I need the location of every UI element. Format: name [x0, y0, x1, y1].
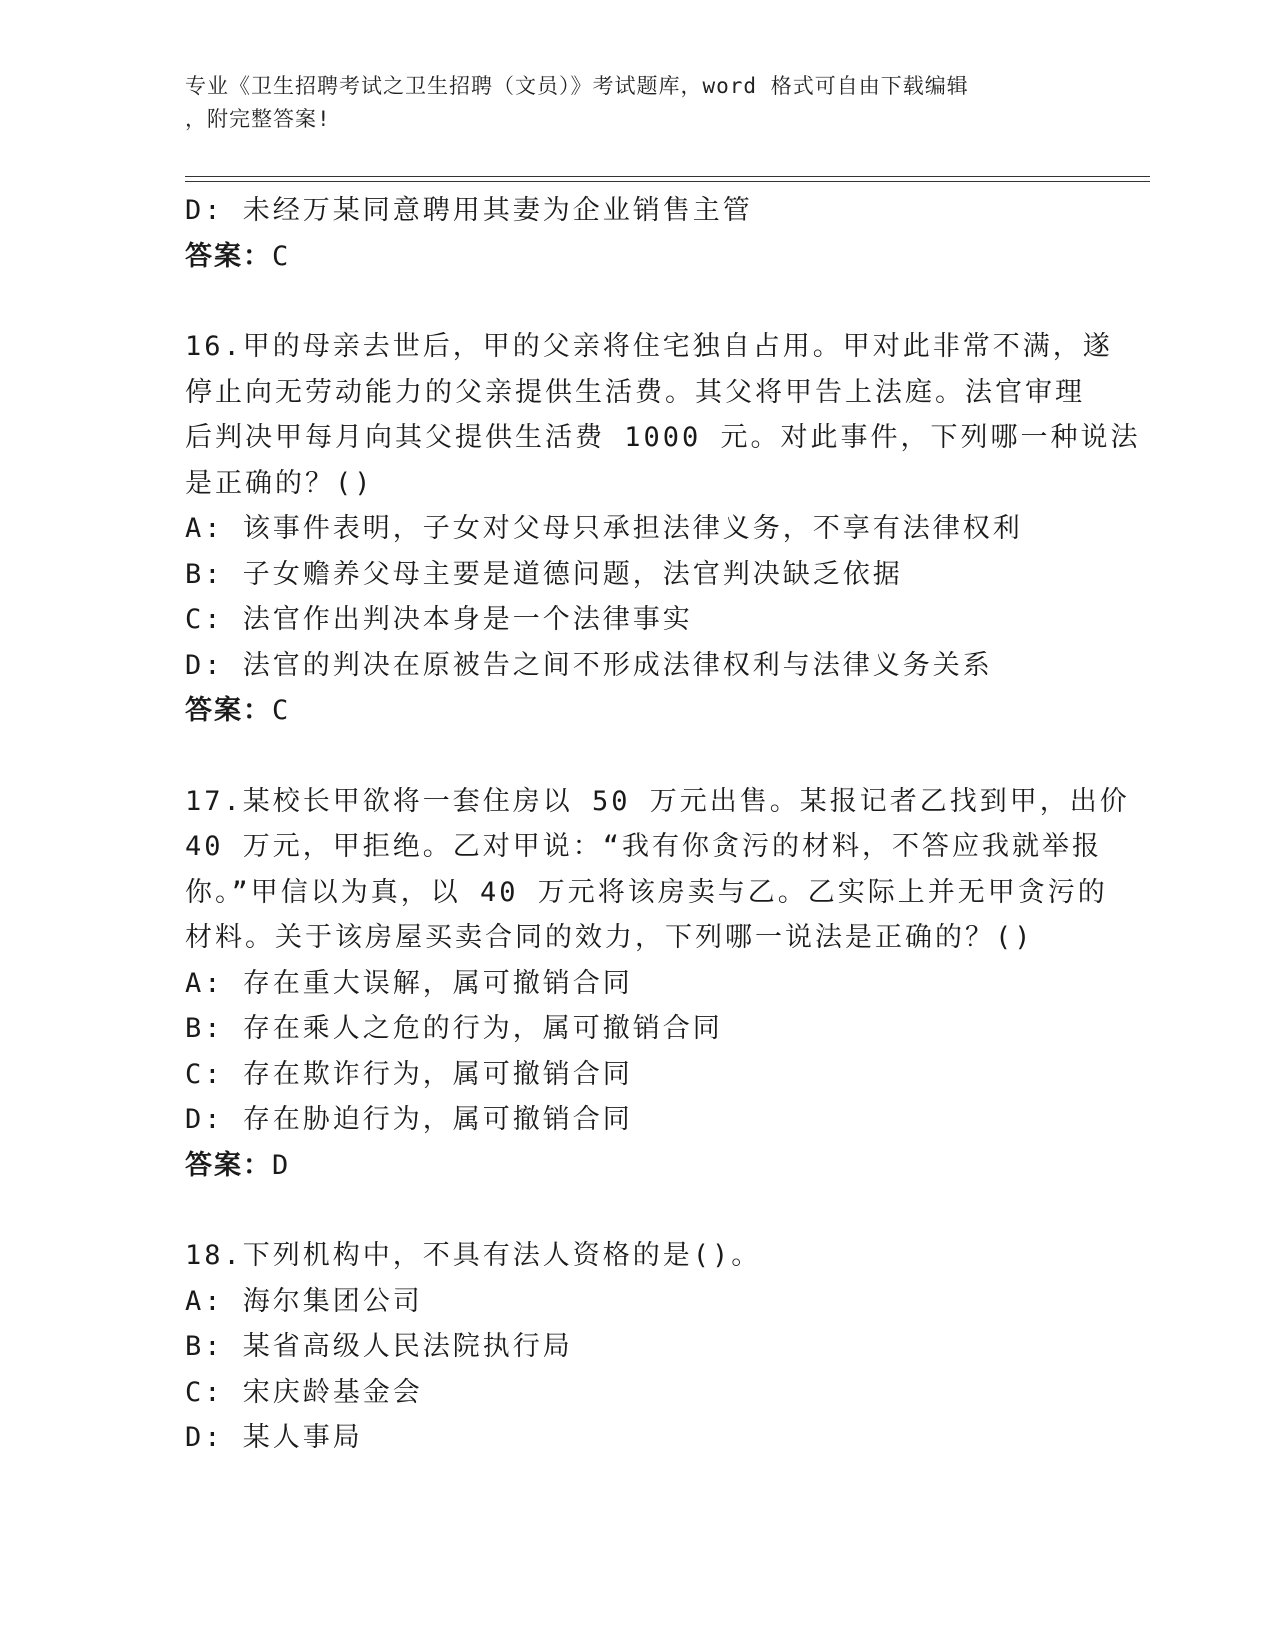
header-divider-top: [185, 176, 1150, 177]
header-line-1: 专业《卫生招聘考试之卫生招聘（文员）》考试题库，word 格式可自由下载编辑: [185, 74, 969, 98]
option-a: A: 存在重大误解，属可撤销合同: [185, 967, 633, 999]
option-d: D: 某人事局: [185, 1422, 363, 1453]
option-b: B: 子女赡养父母主要是道德问题，法官判决缺乏依据: [185, 558, 903, 590]
option-d: D: 存在胁迫行为，属可撤销合同: [185, 1104, 633, 1135]
header-divider-bottom: [185, 181, 1150, 182]
answer-label: 答案：: [185, 1149, 272, 1181]
question-stem-line: 你。”甲信以为真，以 40 万元将该房卖与乙。乙实际上并无甲贪污的: [185, 876, 1108, 908]
question-stem-line: 40 万元，甲拒绝。乙对甲说：“我有你贪污的材料，不答应我就举报: [185, 831, 1103, 862]
question-18: [185, 1233, 1085, 1461]
question-stem-line: 停止向无劳动能力的父亲提供生活费。其父将甲告上法庭。法官审理: [185, 376, 1085, 408]
question-stem-line: 材料。关于该房屋买卖合同的效力，下列哪一说法是正确的？(): [185, 922, 1034, 953]
spacer: [185, 734, 1085, 779]
option-b: B: 存在乘人之危的行为，属可撤销合同: [185, 1013, 723, 1044]
spacer: [185, 279, 1085, 324]
header-line-2: ，附完整答案!: [185, 107, 331, 131]
option-a: A: 该事件表明，子女对父母只承担法律义务，不享有法律权利: [185, 513, 1023, 544]
answer-line: [185, 1143, 1085, 1189]
option-c: C: 法官作出判决本身是一个法律事实: [185, 604, 693, 635]
spacer: [185, 1188, 1085, 1233]
answer-label: 答案：: [185, 240, 272, 272]
answer-label: 答案：: [185, 695, 272, 726]
question-16: [185, 324, 1141, 734]
question-stem-line: 是正确的？(): [185, 467, 374, 499]
answer-value: D: [272, 1149, 291, 1181]
question-stem-line: 后判决甲每月向其父提供生活费 1000 元。对此事件，下列哪一种说法: [185, 422, 1141, 453]
document-header: [185, 70, 1085, 136]
prev-answer: [185, 234, 1085, 280]
question-stem-line: 17.某校长甲欲将一套住房以 50 万元出售。某报记者乙找到甲，出价: [185, 785, 1130, 817]
answer-value: C: [272, 240, 291, 272]
option-d: D: 法官的判决在原被告之间不形成法律权利与法律义务关系: [185, 649, 993, 681]
option-a: A: 海尔集团公司: [185, 1285, 423, 1317]
answer-line: [185, 688, 1085, 734]
answer-value: C: [272, 695, 291, 726]
option-c: C: 宋庆龄基金会: [185, 1376, 423, 1408]
option-b: B: 某省高级人民法院执行局: [185, 1331, 573, 1362]
question-stem-line: 18.下列机构中，不具有法人资格的是()。: [185, 1240, 762, 1271]
question-stem-line: 16.甲的母亲去世后，甲的父亲将住宅独自占用。甲对此非常不满，遂: [185, 331, 1113, 362]
question-17: [185, 779, 1130, 1189]
document-body: [185, 188, 1141, 1461]
option-c: C: 存在欺诈行为，属可撤销合同: [185, 1058, 633, 1090]
prev-option-d: D: 未经万某同意聘用其妻为企业销售主管: [185, 195, 753, 226]
